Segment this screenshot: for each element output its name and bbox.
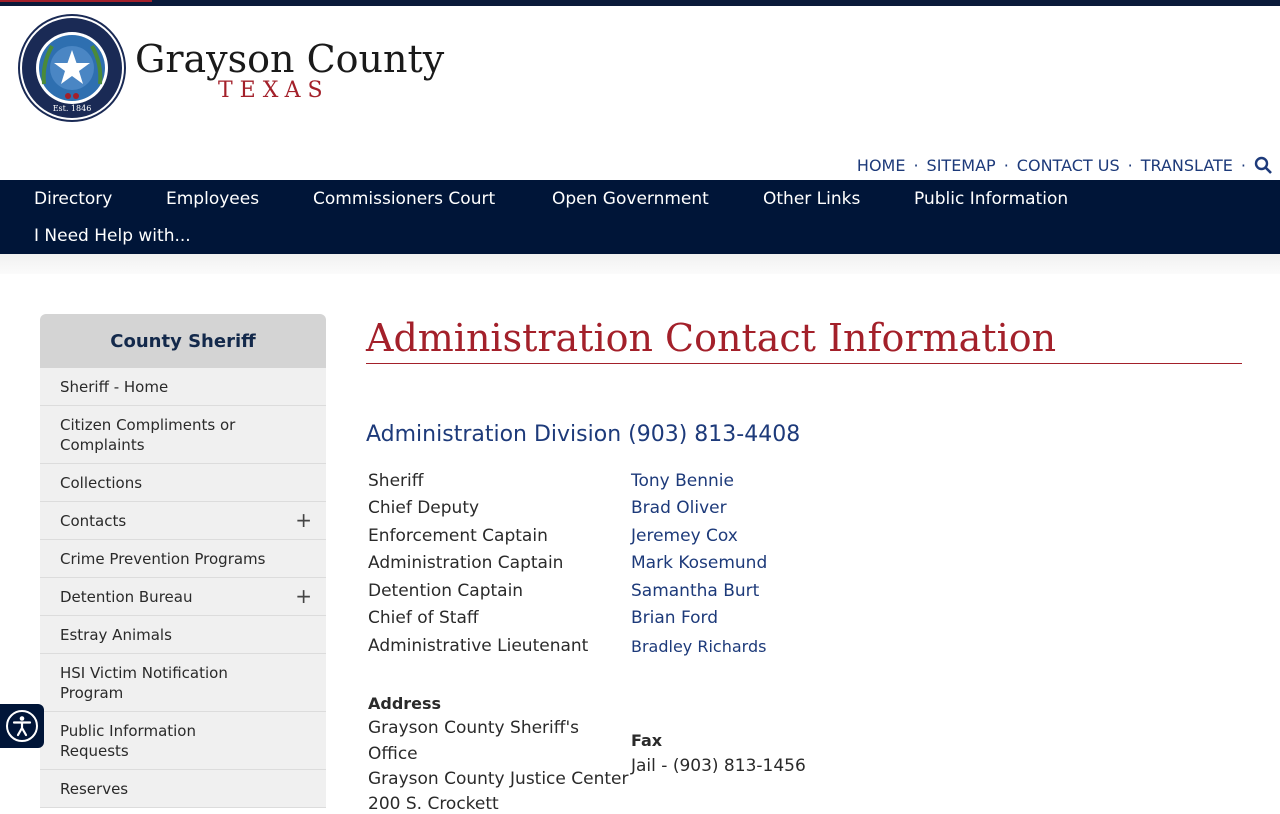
sidebar-item-label: Contacts (60, 512, 127, 530)
fax-label: Fax (631, 731, 663, 750)
utility-nav (857, 155, 1272, 175)
nav-other-links[interactable]: Other Links (763, 189, 861, 209)
nav-employees[interactable]: Employees (166, 189, 260, 209)
accessibility-icon (5, 709, 39, 743)
county-seal-logo[interactable] (18, 14, 126, 122)
sidebar-item-sheriff-home[interactable] (40, 368, 326, 406)
sidebar-item-label: Sheriff - Home (60, 378, 169, 396)
address-line: Grayson County Sheriff's (368, 718, 580, 738)
nav-shadow-band (0, 254, 1280, 274)
staff-name-link[interactable]: Bradley Richards (631, 637, 767, 656)
site-name[interactable]: Grayson County (135, 37, 445, 81)
translate-link[interactable]: TRANSLATE (1140, 155, 1233, 175)
sidebar-item-public-info-requests[interactable] (40, 712, 326, 770)
sidebar-item-label: Crime Prevention Programs (60, 550, 266, 568)
main-navigation (0, 180, 1280, 254)
sidebar-item-estray-animals[interactable] (40, 616, 326, 654)
sidebar-item-label: Detention Bureau (60, 588, 193, 606)
sidebar-item-hsi-victim[interactable] (40, 654, 326, 712)
sidebar-item-label: Reserves (60, 780, 129, 798)
staff-role: Enforcement Captain (368, 526, 548, 546)
staff-role: Chief of Staff (368, 608, 479, 628)
nav-directory[interactable]: Directory (34, 189, 113, 209)
sidebar-item-label: Collections (60, 474, 143, 492)
nav-separator: · (913, 155, 919, 175)
nav-separator: · (1127, 155, 1133, 175)
staff-role: Administration Captain (368, 553, 564, 573)
address-line: 200 S. Crockett (368, 794, 499, 814)
staff-name-link[interactable]: Brad Oliver (631, 498, 727, 518)
address-line: Office (368, 744, 418, 764)
staff-name-link[interactable]: Samantha Burt (631, 581, 760, 601)
page-title: Administration Contact Information (366, 313, 1242, 364)
sitemap-link[interactable]: SITEMAP (926, 155, 996, 175)
nav-separator: · (1240, 155, 1246, 175)
home-link[interactable]: HOME (856, 155, 906, 175)
staff-role: Sheriff (368, 471, 424, 491)
nav-help[interactable]: I Need Help with... (34, 226, 191, 246)
staff-name-link[interactable]: Mark Kosemund (631, 553, 768, 573)
sidebar-item-compliments[interactable] (40, 406, 326, 464)
sidebar-item-label: Public Information Requests (60, 722, 196, 760)
sidebar-item-detention-bureau[interactable] (40, 578, 326, 616)
staff-role: Administrative Lieutenant (368, 636, 589, 656)
staff-role: Detention Captain (368, 581, 524, 601)
sidebar-item-collections[interactable] (40, 464, 326, 502)
sidebar-item-label: Estray Animals (60, 626, 172, 644)
sidebar-item-reserves[interactable] (40, 770, 326, 808)
staff-name-link[interactable]: Jeremey Cox (631, 526, 738, 546)
nav-open-government[interactable]: Open Government (552, 189, 709, 209)
sidebar-item-label: Citizen Compliments or Complaints (60, 416, 236, 454)
section-heading: Administration Division (903) 813-4408 (366, 422, 801, 447)
top-accent-bar (0, 0, 1280, 6)
sidebar-item-crime-prevention[interactable] (40, 540, 326, 578)
expand-plus-icon[interactable]: + (295, 508, 312, 532)
seal-est-text: Est. 1846 (52, 104, 92, 113)
nav-commissioners-court[interactable]: Commissioners Court (313, 189, 496, 209)
expand-plus-icon[interactable]: + (295, 584, 312, 608)
sidebar-item-contacts[interactable] (40, 502, 326, 540)
sidebar (40, 314, 326, 808)
staff-name-link[interactable]: Brian Ford (631, 608, 719, 628)
nav-separator: · (1003, 155, 1009, 175)
staff-name-link[interactable]: Tony Bennie (631, 471, 734, 491)
fax-value: Jail - (903) 813-1456 (631, 756, 806, 776)
top-red-accent (0, 0, 152, 2)
accessibility-button[interactable] (0, 704, 44, 748)
site-state[interactable]: TEXAS (218, 78, 330, 103)
nav-public-information[interactable]: Public Information (914, 189, 1069, 209)
sidebar-title[interactable]: County Sheriff (40, 314, 326, 368)
staff-role: Chief Deputy (368, 498, 480, 518)
contact-us-link[interactable]: CONTACT US (1016, 155, 1120, 175)
search-icon[interactable] (1254, 156, 1272, 174)
address-line: Grayson County Justice Center (368, 769, 629, 789)
address-label: Address (368, 694, 442, 713)
sidebar-item-label: HSI Victim Notification Program (60, 664, 228, 702)
